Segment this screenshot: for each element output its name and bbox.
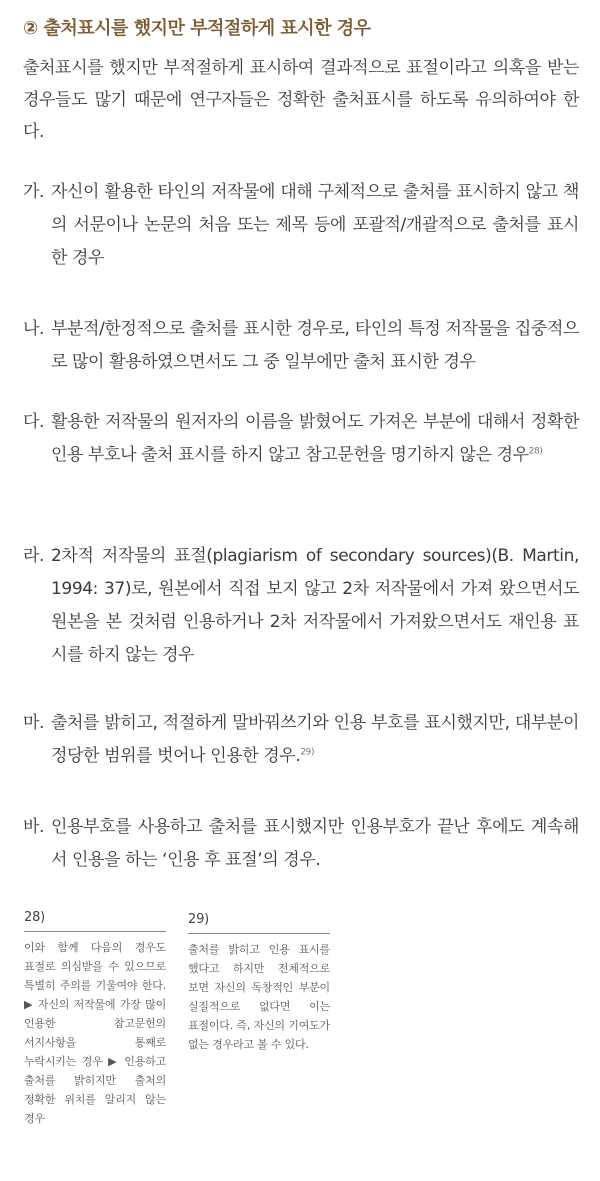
list-item-text: 2차적 저작물의 표절(plagiarism of secondary sources)(B. Martin, 1994: 37)로, 원본에서 직접 보지 않고 2차 저작물에서 가져 왔으면서도 원본을 본 것처럼 인용하거나 2차 저작물에서 가져왔으면서도 재인용 표시를 하지 않는 경우: [51, 546, 579, 665]
list-item-ga: [23, 176, 579, 275]
list-item-text: 활용한 저작물의 원저자의 이름을 밝혔어도 가져온 부분에 대해서 정확한 인용 부호나 출처 표시를 하지 않고 참고문헌을 명기하지 않은 경우: [51, 412, 579, 465]
list-marker: 라.: [23, 546, 45, 566]
footnote-29: [188, 910, 330, 1054]
list-item-ra: [23, 540, 579, 672]
list-marker: 바.: [23, 817, 45, 837]
list-marker: 다.: [23, 412, 45, 432]
footnote-text: 출처를 밝히고 인용 표시를 했다고 하지만 전체적으로 보면 자신의 독창적인 부분이 실질적으로 없다면 이는 표절이다. 즉, 자신의 기여도가 없는 경우라고 볼 수 있다.: [188, 943, 330, 1051]
list-item-text: 자신이 활용한 타인의 저작물에 대해 구체적으로 출처를 표시하지 않고 책의 서문이나 논문의 처음 또는 제목 등에 포괄적/개괄적으로 출처를 표시한 경우: [51, 182, 579, 268]
list-marker: 나.: [23, 319, 45, 339]
footnote-number: 28): [24, 908, 166, 932]
footnote-text: 이와 함께 다음의 경우도 표절로 의심받을 수 있으므로 특별히 주의를 기울여야 한다. ▶ 자신의 저작물에 가장 많이 인용한 참고문헌의 서지사항을 통째로 누락시키는 경우 ▶ 인용하고 출처를 밝히지만 출처의 정확한 위치를 알리지 않는 경우: [24, 941, 166, 1125]
list-item-text: 출처를 밝히고, 적절하게 말바꿔쓰기와 인용 부호를 표시했지만, 대부분이 정당한 범위를 벗어나 인용한 경우.: [51, 713, 579, 766]
section-heading: ② 출처표시를 했지만 부적절하게 표시한 경우: [23, 18, 371, 39]
list-item-text: 인용부호를 사용하고 출처를 표시했지만 인용부호가 끝난 후에도 계속해서 인용을 하는 ‘인용 후 표절’의 경우.: [51, 817, 579, 870]
footnote-ref[interactable]: 28): [528, 446, 543, 457]
list-item-text: 부분적/한정적으로 출처를 표시한 경우로, 타인의 특정 저작물을 집중적으로 많이 활용하였으면서도 그 중 일부에만 출처 표시한 경우: [51, 319, 579, 372]
list-item-ma: [23, 707, 579, 773]
list-item-na: [23, 313, 579, 379]
list-item-ba: [23, 811, 579, 877]
footnote-number: 29): [188, 910, 330, 934]
list-marker: 가.: [23, 182, 45, 202]
list-marker: 마.: [23, 713, 45, 733]
footnote-ref[interactable]: 29): [300, 747, 315, 758]
footnote-28: [24, 908, 166, 1128]
list-item-da: [23, 406, 579, 472]
intro-paragraph: 출처표시를 했지만 부적절하게 표시하여 결과적으로 표절이라고 의혹을 받는 경우들도 많기 때문에 연구자들은 정확한 출처표시를 하도록 유의하여야 한다.: [23, 58, 579, 142]
